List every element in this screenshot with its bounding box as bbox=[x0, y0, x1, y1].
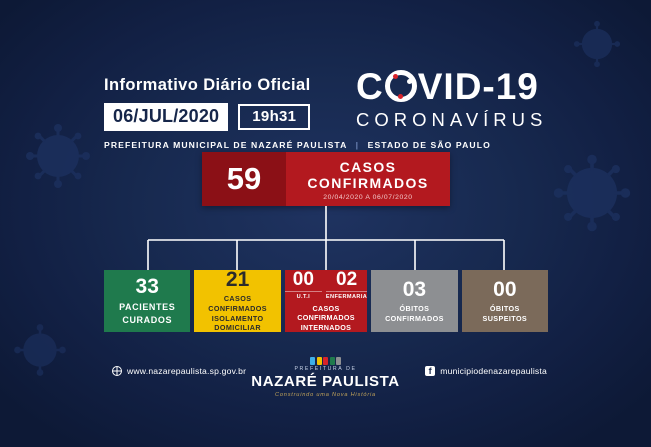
confirmed-cases-number: 59 bbox=[202, 152, 286, 206]
internados-uti bbox=[285, 270, 322, 300]
uti-label: U.T.I bbox=[285, 291, 322, 300]
virus-decoration-left bbox=[22, 120, 94, 192]
logo-slogan: Construindo uma Nova História bbox=[275, 392, 376, 398]
time-badge: 19h31 bbox=[238, 104, 310, 130]
subtitle-separator: | bbox=[355, 140, 360, 150]
facebook-icon: f bbox=[425, 366, 435, 376]
date-time-row bbox=[104, 103, 364, 131]
card-label-line2: CONFIRMADOS bbox=[385, 313, 444, 323]
enfermaria-number: 02 bbox=[336, 268, 358, 290]
footer bbox=[0, 356, 651, 396]
virus-decoration-top-right bbox=[571, 18, 623, 70]
card-label-line1: CASOS CONFIRMADOS bbox=[297, 303, 355, 323]
card-label-line2: CURADOS bbox=[122, 314, 173, 325]
logo-swoosh-icon bbox=[303, 356, 349, 365]
enfermaria-label: ENFERMARIA bbox=[326, 291, 367, 300]
header-right bbox=[356, 68, 576, 131]
card-label-line2: SUSPEITOS bbox=[482, 313, 528, 323]
internados-split bbox=[285, 270, 367, 300]
subtitle-state: ESTADO DE SÃO PAULO bbox=[367, 140, 491, 150]
globe-icon bbox=[112, 366, 122, 376]
confirmed-period: 20/04/2020 A 06/07/2020 bbox=[323, 194, 413, 202]
internados-enfermaria bbox=[326, 270, 367, 300]
uti-number: 00 bbox=[292, 268, 314, 290]
connector-lines bbox=[0, 200, 651, 280]
stats-cards bbox=[104, 270, 548, 332]
card-label-line1: CASOS CONFIRMADOS bbox=[208, 294, 267, 313]
card-label bbox=[285, 304, 367, 332]
card-label-line1: PACIENTES bbox=[119, 302, 176, 313]
card-isolamento-domiciliar bbox=[194, 270, 280, 332]
card-label-line2: ISOLAMENTO bbox=[211, 313, 264, 323]
confirmed-cases-text bbox=[286, 152, 450, 206]
logo-prefix: PREFEITURA DE bbox=[294, 366, 357, 372]
card-number: 33 bbox=[135, 275, 159, 299]
logo-city-name: NAZARÉ PAULISTA bbox=[251, 373, 400, 390]
confirmed-cases-banner bbox=[202, 152, 450, 206]
card-number: 03 bbox=[402, 277, 427, 301]
card-label bbox=[119, 301, 175, 325]
card-label bbox=[483, 304, 528, 323]
page-title: Informativo Diário Oficial bbox=[104, 76, 311, 94]
card-number: 00 bbox=[493, 277, 517, 301]
city-logo bbox=[226, 356, 426, 398]
website-url: www.nazarepaulista.sp.gov.br bbox=[127, 366, 247, 376]
card-label-line2: INTERNADOS bbox=[300, 322, 352, 332]
card-label-line3: DOMICILIAR bbox=[214, 323, 261, 333]
card-casos-internados bbox=[285, 270, 367, 332]
card-obitos-confirmados bbox=[371, 270, 457, 332]
subtitle bbox=[104, 140, 491, 150]
card-label-line1: ÓBITOS bbox=[489, 303, 520, 313]
card-obitos-suspeitos bbox=[462, 270, 548, 332]
covid-wordmark bbox=[356, 68, 576, 105]
card-label bbox=[196, 294, 278, 333]
card-label-line1: ÓBITOS bbox=[399, 303, 430, 313]
facebook-link[interactable] bbox=[425, 366, 547, 376]
virus-o-icon bbox=[385, 70, 417, 102]
covid-letter-c: C bbox=[356, 66, 384, 107]
card-number: 21 bbox=[225, 268, 250, 292]
covid-rest: VID-19 bbox=[417, 66, 539, 107]
facebook-handle: municipiodenazarepaulista bbox=[440, 366, 547, 376]
card-label bbox=[385, 304, 444, 323]
date-badge: 06/JUL/2020 bbox=[104, 103, 228, 131]
coronavirus-label: CORONAVÍRUS bbox=[356, 109, 548, 130]
confirmed-label-line2: CONFIRMADOS bbox=[307, 175, 429, 191]
subtitle-municipality: PREFEITURA MUNICIPAL DE NAZARÉ PAULISTA bbox=[104, 140, 348, 150]
card-pacientes-curados bbox=[104, 270, 190, 332]
confirmed-label-line1: CASOS bbox=[339, 158, 397, 175]
